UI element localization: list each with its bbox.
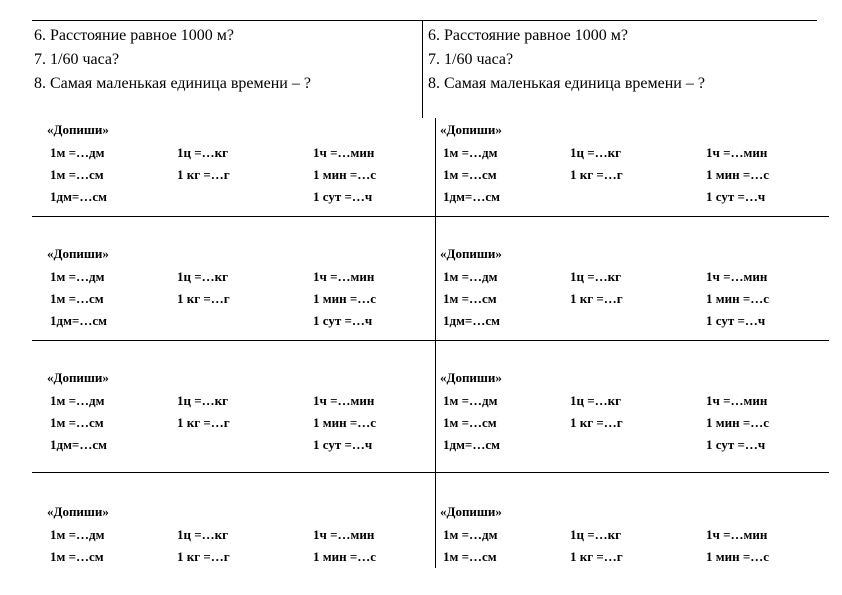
card-cell: 1м =…дм — [50, 269, 105, 284]
card-cell: 1ц =…кг — [570, 145, 622, 160]
card-title: «Допиши» — [47, 246, 109, 261]
card-cell: 1 сут =…ч — [313, 189, 373, 204]
card-cell: 1м =…см — [443, 549, 497, 564]
card-cell: 1 сут =…ч — [313, 313, 373, 328]
fill-in-card — [37, 122, 427, 202]
card-cell: 1ч =…мин — [706, 269, 768, 284]
card-cell: 1 кг =…г — [177, 167, 230, 182]
card-cell: 1ц =…кг — [570, 527, 622, 542]
card-cell: 1 мин =…с — [706, 291, 770, 306]
card-cell: 1ц =…кг — [177, 527, 229, 542]
card-cell: 1 мин =…с — [706, 415, 770, 430]
card-cell: 1м =…дм — [443, 145, 498, 160]
fill-in-card — [430, 504, 820, 584]
question-7: 7. 1/60 часа? — [428, 51, 514, 68]
card-cell: 1м =…см — [50, 291, 104, 306]
card-cell: 1дм=…см — [443, 437, 500, 452]
card-cell: 1м =…дм — [443, 393, 498, 408]
card-cell: 1 мин =…с — [313, 549, 377, 564]
questions-left — [34, 24, 424, 96]
card-title: «Допиши» — [47, 370, 109, 385]
card-cell: 1ч =…мин — [313, 393, 375, 408]
card-title: «Допиши» — [47, 122, 109, 137]
card-cell: 1ц =…кг — [177, 393, 229, 408]
card-cell: 1дм=…см — [443, 313, 500, 328]
top-border-line — [32, 20, 817, 21]
card-cell: 1м =…см — [443, 167, 497, 182]
question-6: 6. Расстояние равное 1000 м? — [428, 27, 629, 44]
card-cell: 1м =…дм — [50, 145, 105, 160]
question-7: 7. 1/60 часа? — [34, 51, 120, 68]
card-cell: 1м =…см — [50, 415, 104, 430]
card-cell: 1дм=…см — [50, 189, 107, 204]
card-cell: 1ч =…мин — [313, 269, 375, 284]
card-cell: 1м =…дм — [443, 269, 498, 284]
row-divider-line — [32, 216, 829, 217]
card-cell: 1 кг =…г — [570, 415, 623, 430]
card-cell: 1 кг =…г — [570, 167, 623, 182]
card-cell: 1 кг =…г — [177, 549, 230, 564]
card-title: «Допиши» — [440, 122, 502, 137]
card-cell: 1 сут =…ч — [706, 189, 766, 204]
card-cell: 1м =…дм — [50, 393, 105, 408]
card-cell: 1 мин =…с — [706, 549, 770, 564]
card-cell: 1ц =…кг — [177, 145, 229, 160]
fill-in-card — [37, 504, 427, 584]
card-cell: 1ч =…мин — [706, 393, 768, 408]
card-cell: 1ц =…кг — [570, 393, 622, 408]
card-cell: 1м =…см — [50, 167, 104, 182]
fill-in-card — [430, 122, 820, 202]
card-cell: 1дм=…см — [50, 437, 107, 452]
fill-in-card — [430, 370, 820, 450]
card-cell: 1 сут =…ч — [706, 313, 766, 328]
card-title: «Допиши» — [440, 504, 502, 519]
card-cell: 1 кг =…г — [570, 549, 623, 564]
card-cell: 1 кг =…г — [570, 291, 623, 306]
card-cell: 1м =…см — [443, 415, 497, 430]
card-title: «Допиши» — [47, 504, 109, 519]
card-cell: 1 мин =…с — [313, 415, 377, 430]
fill-in-card — [430, 246, 820, 326]
card-title: «Допиши» — [440, 246, 502, 261]
card-cell: 1ц =…кг — [570, 269, 622, 284]
question-8: 8. Самая маленькая единица времени – ? — [428, 75, 705, 92]
card-cell: 1дм=…см — [443, 189, 500, 204]
card-cell: 1дм=…см — [50, 313, 107, 328]
card-title: «Допиши» — [440, 370, 502, 385]
question-8: 8. Самая маленькая единица времени – ? — [34, 75, 311, 92]
card-cell: 1м =…дм — [50, 527, 105, 542]
card-cell: 1ч =…мин — [706, 145, 768, 160]
card-cell: 1м =…см — [50, 549, 104, 564]
question-6: 6. Расстояние равное 1000 м? — [34, 27, 235, 44]
fill-in-card — [37, 370, 427, 450]
card-cell: 1 сут =…ч — [313, 437, 373, 452]
row-divider-line — [32, 340, 829, 341]
card-cell: 1 сут =…ч — [706, 437, 766, 452]
card-cell: 1 мин =…с — [313, 291, 377, 306]
card-cell: 1ч =…мин — [706, 527, 768, 542]
card-cell: 1м =…дм — [443, 527, 498, 542]
card-cell: 1м =…см — [443, 291, 497, 306]
card-cell: 1 мин =…с — [706, 167, 770, 182]
card-cell: 1 кг =…г — [177, 291, 230, 306]
card-cell: 1 кг =…г — [177, 415, 230, 430]
questions-right — [428, 24, 818, 96]
card-cell: 1ч =…мин — [313, 145, 375, 160]
card-cell: 1ч =…мин — [313, 527, 375, 542]
card-cell: 1ц =…кг — [177, 269, 229, 284]
fill-in-card — [37, 246, 427, 326]
card-cell: 1 мин =…с — [313, 167, 377, 182]
row-divider-line — [32, 472, 829, 473]
